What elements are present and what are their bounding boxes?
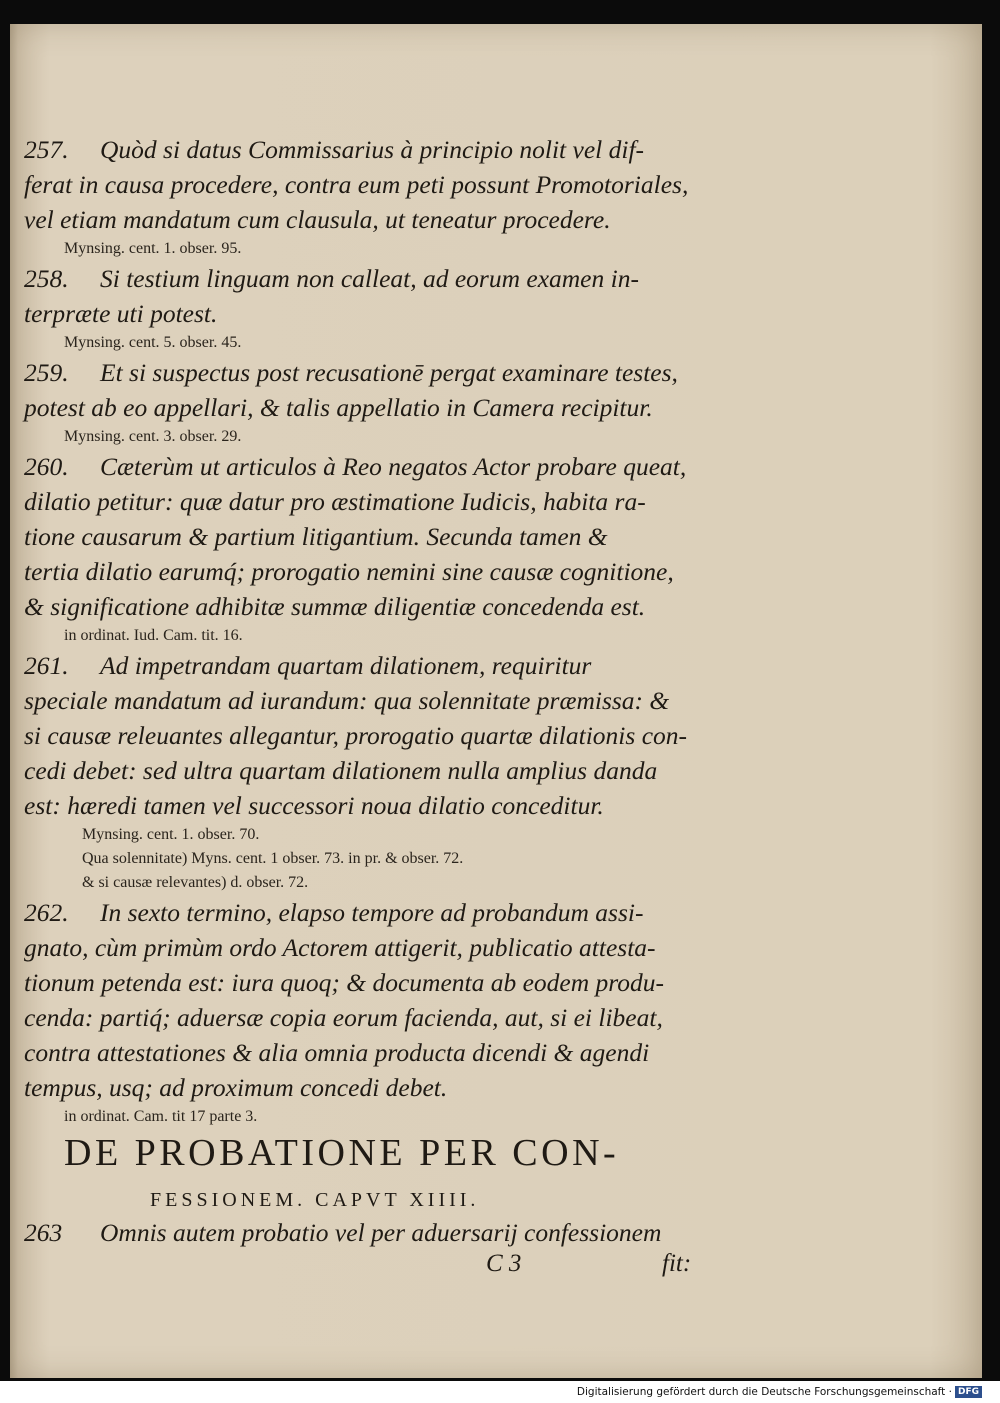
text-line: Omnis autem probatio vel per aduersarij confessionem xyxy=(100,1218,662,1247)
paragraph-number: 257. xyxy=(24,135,69,164)
catchword: fit: xyxy=(662,1250,692,1277)
paragraph-259 xyxy=(24,355,714,449)
text-line: si causæ releuantes allegantur, prorogatio quartæ dilationis con- xyxy=(24,721,687,750)
paragraph-260 xyxy=(24,449,714,648)
funding-credit xyxy=(577,1386,982,1398)
citation: Mynsing. cent. 1. obser. 95. xyxy=(64,240,242,257)
paragraph-262 xyxy=(24,895,714,1129)
paragraph-number: 260. xyxy=(24,452,69,481)
paragraph-number: 263 xyxy=(24,1218,63,1247)
text-line: cenda: partiq́; aduersæ copia eorum facienda, aut, si ei libeat, xyxy=(24,1003,663,1032)
text-line: potest ab eo appellari, & talis appellatio in Camera recipitur. xyxy=(24,393,653,422)
text-line: In sexto termino, elapso tempore ad probandum assi- xyxy=(100,898,644,927)
text-line: tertia dilatio earumq́; prorogatio nemini sine causæ cognitione, xyxy=(24,557,674,586)
paragraph-258 xyxy=(24,261,714,355)
text-line: cedi debet: sed ultra quartam dilationem nulla amplius danda xyxy=(24,756,658,785)
text-line: tempus, usq; ad proximum concedi debet. xyxy=(24,1073,448,1102)
dfg-logo: DFG xyxy=(955,1386,982,1398)
paragraph-261 xyxy=(24,648,714,895)
citation: Mynsing. cent. 3. obser. 29. xyxy=(64,428,242,445)
text-line: speciale mandatum ad iurandum: qua solennitate præmissa: & xyxy=(24,686,670,715)
text-line: contra attestationes & alia omnia producta dicendi & agendi xyxy=(24,1038,650,1067)
text-line: tione causarum & partium litigantium. Secunda tamen & xyxy=(24,522,608,551)
citation: in ordinat. Cam. tit 17 parte 3. xyxy=(64,1108,258,1125)
citation: Qua solennitate) Myns. cent. 1 obser. 73. in pr. & obser. 72. xyxy=(82,850,464,867)
citation: in ordinat. Iud. Cam. tit. 16. xyxy=(64,627,243,644)
text-line: Ad impetrandam quartam dilationem, requiritur xyxy=(100,651,592,680)
chapter-subheading: FESSIONEM. CAPVT XIIII. xyxy=(150,1189,480,1211)
citation: Mynsing. cent. 5. obser. 45. xyxy=(64,334,242,351)
text-line: vel etiam mandatum cum clausula, ut teneatur procedere. xyxy=(24,205,611,234)
text-line: Si testium linguam non calleat, ad eorum examen in- xyxy=(100,264,639,293)
citation: & si causæ relevantes) d. obser. 72. xyxy=(82,874,309,891)
text-line: gnato, cùm primùm ordo Actorem attigerit, publicatio attesta- xyxy=(24,933,656,962)
signature-mark: C 3 xyxy=(486,1250,522,1277)
book-page xyxy=(10,24,982,1378)
text-line: Et si suspectus post recusationē pergat examinare testes, xyxy=(100,358,678,387)
text-line: ferat in causa procedere, contra eum peti possunt Promotoriales, xyxy=(24,170,689,199)
chapter-heading: DE PROBATIONE PER CON- xyxy=(64,1132,620,1174)
text-line: terpræte uti potest. xyxy=(24,299,218,328)
paragraph-257 xyxy=(24,132,714,261)
text-line: est: hæredi tamen vel successori noua dilatio conceditur. xyxy=(24,791,604,820)
paragraph-number: 258. xyxy=(24,264,69,293)
paragraph-number: 259. xyxy=(24,358,69,387)
text-line: dilatio petitur: quæ datur pro æstimatione Iudicis, habita ra- xyxy=(24,487,646,516)
citation: Mynsing. cent. 1. obser. 70. xyxy=(82,826,260,843)
paragraph-263 xyxy=(24,1215,714,1250)
page-footer-line xyxy=(24,1250,714,1284)
paragraph-number: 262. xyxy=(24,898,69,927)
paragraph-number: 261. xyxy=(24,651,69,680)
page-text xyxy=(24,132,714,1284)
text-line: tionum petenda est: iura quoq; & documenta ab eodem produ- xyxy=(24,968,664,997)
funding-text: Digitalisierung gefördert durch die Deutsche Forschungsgemeinschaft · xyxy=(576,1386,952,1398)
text-line: Quòd si datus Commissarius à principio nolit vel dif- xyxy=(100,135,645,164)
text-line: Cæterùm ut articulos à Reo negatos Actor probare queat, xyxy=(100,452,687,481)
text-line: & significatione adhibitæ summæ diligentiæ concedenda est. xyxy=(24,592,646,621)
